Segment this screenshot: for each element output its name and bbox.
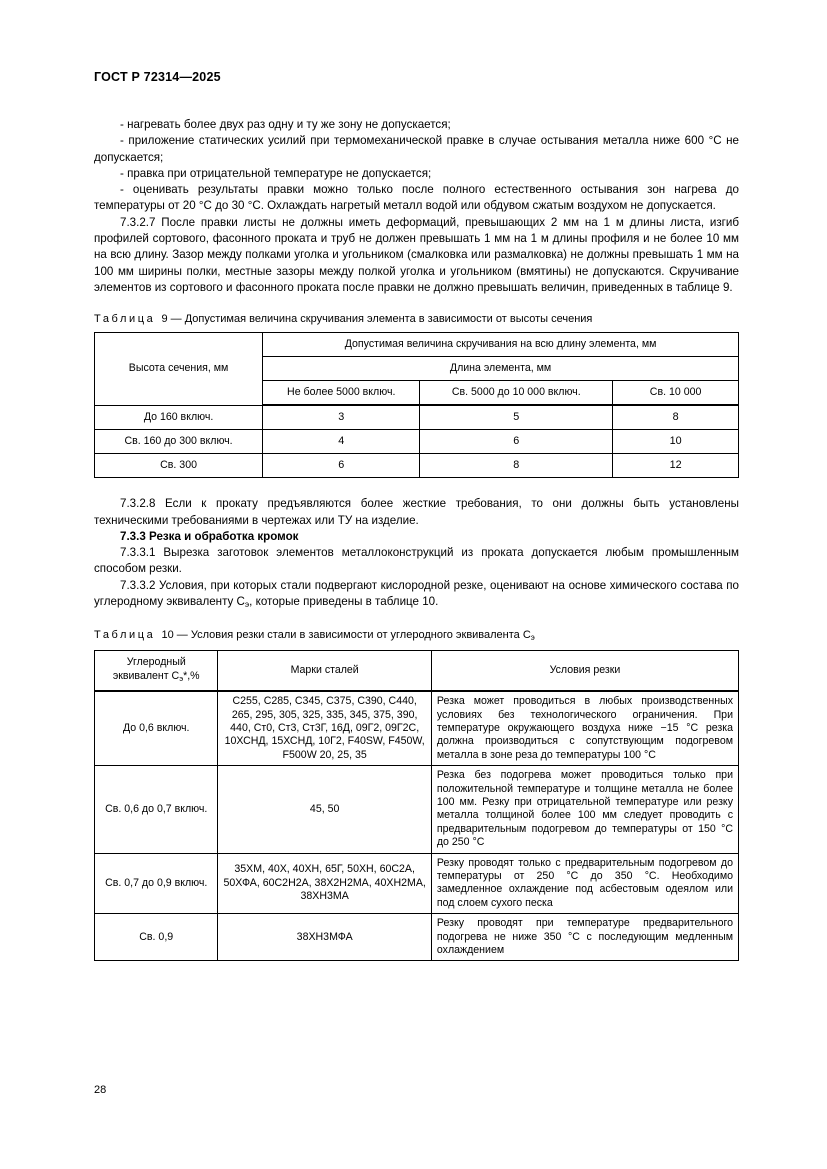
table-10-row-4-equivalent: Св. 0,9 xyxy=(95,914,218,961)
table-9-caption-number: 9 xyxy=(161,313,168,326)
table-9-caption-label: Таблица xyxy=(94,313,156,326)
table-9-col-1: Не более 5000 включ. xyxy=(263,381,420,406)
table-10-row-3-grades: 35ХМ, 40Х, 40ХН, 65Г, 50ХН, 60С2А, 50ХФА, 60С2Н2А, 38Х2Н2МА, 40ХН2МА, 38ХН3МА xyxy=(218,853,431,914)
table-9-row-2-val-3: 10 xyxy=(613,430,739,454)
table-10-row-3-equivalent: Св. 0,7 до 0,9 включ. xyxy=(95,853,218,914)
table-9 xyxy=(94,332,739,478)
document-header: ГОСТ Р 72314—2025 xyxy=(94,70,221,84)
table-9-header-height: Высота сечения, мм xyxy=(95,333,263,406)
bullet-item-4: - оценивать результаты правки можно только после полного естественного остывания зон нагрева до температуры от 20 °С до 30 °С. Охлаждать нагретый металл водой или обдувом сжатым воздухом не допускается. xyxy=(94,183,739,213)
table-10-header-grades: Марки сталей xyxy=(218,651,431,691)
table-10-row-1-conditions: Резка может проводиться в любых производственных условиях без технологического ограничения. При температуре окружающего воздуха ниже −15 °С резка должна производиться с сопутствующим подогревом металла в зоне реза до температуры 100 °С xyxy=(431,691,738,766)
table-9-header-span-top: Допустимая величина скручивания на всю длину элемента, мм xyxy=(263,333,739,357)
table-9-row-1-val-1: 3 xyxy=(263,405,420,430)
table-9-row-1-val-2: 5 xyxy=(420,405,613,430)
table-row xyxy=(95,914,739,961)
table-10-row-2-conditions: Резка без подогрева может проводиться только при положительной температуре и толщине металла не более 100 мм. Резку при отрицательной температуре или резку металла толщиной более 100 мм следует проводить с предварительным подогревом до температуры от 150 °С до 250 °С xyxy=(431,766,738,853)
table-row xyxy=(95,430,739,454)
table-9-row-3-val-1: 6 xyxy=(263,454,420,478)
table-9-row-1-height: До 160 включ. xyxy=(95,405,263,430)
table-10-header-equivalent-line1: Углеродный xyxy=(126,656,186,669)
table-9-caption xyxy=(94,312,739,327)
table-10-header-equivalent-tail: *,% xyxy=(183,669,200,682)
table-row xyxy=(95,853,739,914)
table-10-caption xyxy=(94,628,739,645)
paragraph-7-3-3-2-part1: 7.3.3.2 Условия, при которых стали подвергают кислородной резке, оценивают на основе химического состава по углеродному эквиваленту C xyxy=(94,578,739,609)
table-10-row-2-equivalent: Св. 0,6 до 0,7 включ. xyxy=(95,766,218,853)
table-9-caption-text: — Допустимая величина скручивания элемента в зависимости от высоты сечения xyxy=(170,313,593,326)
table-10-row-4-grades: 38ХН3МФА xyxy=(218,914,431,961)
table-10-row-1-equivalent: До 0,6 включ. xyxy=(95,691,218,766)
bullet-item-2: - приложение статических усилий при термомеханической правке в случае остывания металла ниже 600 °С не допускается; xyxy=(94,134,739,164)
table-row xyxy=(95,766,739,853)
table-10-row-1-grades: С255, С285, С345, С375, С390, С440, 265, 295, 305, 325, 335, 345, 375, 390, 440, Ст0, Ст3, Ст3Г, 16Д, 09Г2, 09Г2С, 10ХСНД, 15ХСНД, 10Г2, F40SW, F450W, F500W 20, 25, 35 xyxy=(218,691,431,766)
table-9-row-1-val-3: 8 xyxy=(613,405,739,430)
table-9-row-2-val-2: 6 xyxy=(420,430,613,454)
paragraph-7-3-3-2-part2: , которые приведены в таблице 10. xyxy=(249,595,439,609)
paragraph-7-3-2-8: 7.3.2.8 Если к прокату предъявляются более жесткие требования, то они должны быть установлены техническими требованиями в чертежах или ТУ на изделие. xyxy=(94,497,739,527)
table-10-caption-text: — Условия резки стали в зависимости от углеродного эквивалента C xyxy=(176,629,531,642)
table-row xyxy=(95,454,739,478)
paragraph-7-3-2-7: 7.3.2.7 После правки листы не должны иметь деформаций, превышающих 2 мм на 1 м длины листа, изгиб профилей сортового, фасонного проката и труб не должен превышать 1 мм на 1 м длины профиля и не более 10 мм на всю длину. Зазор между полками уголка и угольником (смалковка или размалковка) не должны превышать 1 мм на 100 мм ширины полки, местные зазоры между полкой уголка и угольником (вмятины) не допускаются. Скручивание элементов из сортового и фасонного проката после правки не должно превышать величин, приведенных в таблице 9. xyxy=(94,215,739,294)
table-10-row-4-conditions: Резку проводят при температуре предварительного подогрева не ниже 350 °С с последующим медленным охлаждением xyxy=(431,914,738,961)
table-10 xyxy=(94,650,739,961)
table-9-row-3-val-2: 8 xyxy=(420,454,613,478)
table-10-row-3-conditions: Резку проводят только с предварительным подогревом до температуры от 250 °С до 350 °С. Необходимо замедленное охлаждение под асбестовым одеялом или под слоем сухого песка xyxy=(431,853,738,914)
bullet-item-3: - правка при отрицательной температуре не допускается; xyxy=(120,166,432,180)
table-10-header-equivalent xyxy=(95,651,218,691)
table-10-header-equivalent-line2: эквивалент C xyxy=(112,669,180,682)
page-content xyxy=(94,70,739,961)
table-10-caption-subscript: э xyxy=(530,633,535,643)
table-9-header-row-1 xyxy=(95,333,739,357)
paragraph-7-3-3-2 xyxy=(94,578,739,613)
bullet-item-1: - нагревать более двух раз одну и ту же зону не допускается; xyxy=(120,118,451,131)
carbon-equivalent-subscript: э xyxy=(244,599,250,610)
table-10-header-row xyxy=(95,651,739,691)
table-9-header-span-mid: Длина элемента, мм xyxy=(263,357,739,381)
paragraph-7-3-3-1: 7.3.3.1 Вырезка заготовок элементов металлоконструкций из проката допускается любым промышленным способом резки. xyxy=(94,546,739,576)
table-9-row-3-val-3: 12 xyxy=(613,454,739,478)
table-row xyxy=(95,691,739,766)
table-9-row-2-height: Св. 160 до 300 включ. xyxy=(95,430,263,454)
table-9-col-2: Св. 5000 до 10 000 включ. xyxy=(420,381,613,406)
page-number: 28 xyxy=(94,1084,107,1096)
table-10-caption-label: Таблица xyxy=(94,629,156,642)
table-9-row-2-val-1: 4 xyxy=(263,430,420,454)
table-9-row-3-height: Св. 300 xyxy=(95,454,263,478)
table-10-header-conditions: Условия резки xyxy=(431,651,738,691)
table-10-row-2-grades: 45, 50 xyxy=(218,766,431,853)
table-9-col-3: Св. 10 000 xyxy=(613,381,739,406)
table-10-header-equivalent-subscript: э xyxy=(179,673,184,683)
table-row xyxy=(95,405,739,430)
section-heading-7-3-3: 7.3.3 Резка и обработка кромок xyxy=(120,529,299,543)
table-10-caption-number: 10 xyxy=(161,629,174,642)
